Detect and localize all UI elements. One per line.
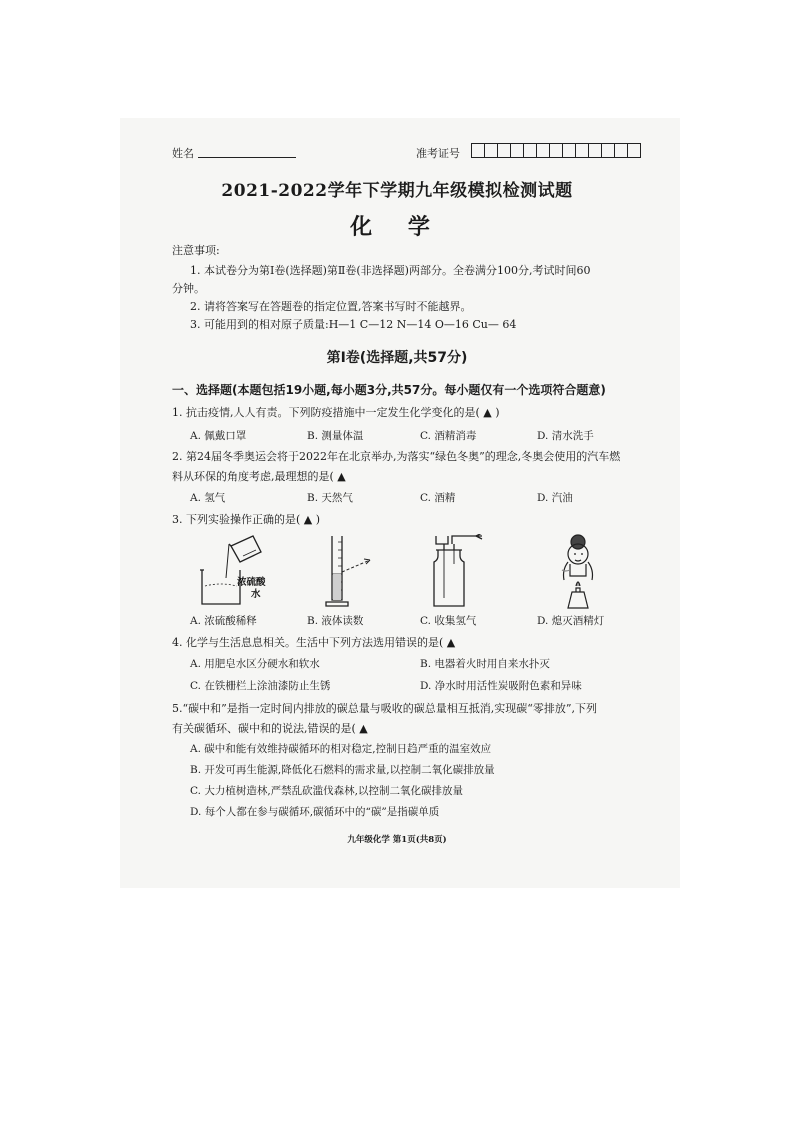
question-1-option-a: A. 佩戴口罩 xyxy=(190,430,247,442)
exam-number-box[interactable] xyxy=(471,143,485,158)
note-2: 2. 请将答案写在答题卷的指定位置,答案书写时不能越界。 xyxy=(190,300,472,313)
subject-title: 化 学 xyxy=(350,214,444,240)
exam-number-box[interactable] xyxy=(627,143,641,158)
question-5-stem: 5.“碳中和”是指一定时间内排放的碳总量与吸收的碳总量相互抵消,实现碳“零排放”,下列 xyxy=(172,702,597,715)
question-3-option-d: D. 熄灭酒精灯 xyxy=(537,615,605,627)
section-one-heading: 一、选择题(本题包括19小题,每小题3分,共57分。每小题仅有一个选项符合题意) xyxy=(172,383,606,397)
question-3-option-b: B. 液体读数 xyxy=(307,615,364,627)
page-footer: 九年级化学 第1页(共8页) xyxy=(347,835,447,845)
question-2-stem-cont: 料从环保的角度考虑,最理想的是( ▲ xyxy=(172,470,346,483)
name-label: 姓名 xyxy=(172,147,194,160)
question-1-option-c: C. 酒精消毒 xyxy=(420,430,477,442)
exam-number-box[interactable] xyxy=(575,143,589,158)
exam-number-boxes xyxy=(472,143,641,158)
label-water: 水 xyxy=(251,589,261,600)
question-1-option-d: D. 清水洗手 xyxy=(537,430,594,442)
figure-extinguish-lamp xyxy=(548,530,612,612)
question-5-option-b: B. 开发可再生能源,降低化石燃料的需求量,以控制二氧化碳排放量 xyxy=(190,764,495,776)
label-conc-acid: 浓硫酸 xyxy=(237,577,266,588)
figure-gas-collection xyxy=(430,534,490,610)
question-1-stem: 1. 抗击疫情,人人有责。下列防疫措施中一定发生化学变化的是( ▲ ) xyxy=(172,406,500,419)
note-1-cont: 分钟。 xyxy=(172,282,205,295)
figure-cylinder-reading xyxy=(318,534,390,610)
question-4-option-b: B. 电器着火时用自来水扑灭 xyxy=(420,658,550,670)
exam-number-box[interactable] xyxy=(614,143,628,158)
name-field-line xyxy=(198,157,296,158)
part-one-title: 第Ⅰ卷(选择题,共57分) xyxy=(326,350,468,366)
question-2-option-a: A. 氢气 xyxy=(190,492,226,504)
exam-number-box[interactable] xyxy=(497,143,511,158)
question-5-option-a: A. 碳中和能有效维持碳循环的相对稳定,控制日趋严重的温室效应 xyxy=(190,743,492,755)
question-5-stem-cont: 有关碳循环、碳中和的说法,错误的是( ▲ xyxy=(172,722,368,735)
question-5-option-d: D. 每个人都在参与碳循环,碳循环中的“碳”是指碳单质 xyxy=(190,806,440,818)
note-3: 3. 可能用到的相对原子质量:H—1 C—12 N—14 O—16 Cu— 64 xyxy=(190,318,517,331)
question-2-option-b: B. 天然气 xyxy=(307,492,353,504)
question-5-option-c: C. 大力植树造林,严禁乱砍滥伐森林,以控制二氧化碳排放量 xyxy=(190,785,464,797)
question-4-option-a: A. 用肥皂水区分硬水和软水 xyxy=(190,658,320,670)
note-1: 1. 本试卷分为第Ⅰ卷(选择题)第Ⅱ卷(非选择题)两部分。全卷满分100分,考试时间60 xyxy=(190,264,591,277)
question-2-option-d: D. 汽油 xyxy=(537,492,573,504)
question-2-stem: 2. 第24届冬季奥运会将于2022年在北京举办,为落实“绿色冬奥”的理念,冬奥会使用的汽车燃 xyxy=(172,450,621,463)
question-3-option-c: C. 收集氢气 xyxy=(420,615,477,627)
exam-number-box[interactable] xyxy=(588,143,602,158)
question-4-option-c: C. 在铁栅栏上涂油漆防止生锈 xyxy=(190,680,331,692)
figure-acid-dilution xyxy=(196,530,276,610)
exam-number-box[interactable] xyxy=(562,143,576,158)
exam-number-box[interactable] xyxy=(510,143,524,158)
exam-title: 2021-2022学年下学期九年级模拟检测试题 xyxy=(221,181,573,201)
exam-number-box[interactable] xyxy=(536,143,550,158)
exam-number-box[interactable] xyxy=(484,143,498,158)
question-3-stem: 3. 下列实验操作正确的是( ▲ ) xyxy=(172,513,321,526)
notes-heading: 注意事项: xyxy=(172,244,220,257)
question-4-stem: 4. 化学与生活息息相关。生活中下列方法选用错误的是( ▲ xyxy=(172,636,456,649)
question-3-option-a: A. 浓硫酸稀释 xyxy=(190,615,257,627)
exam-number-box[interactable] xyxy=(549,143,563,158)
exam-number-label: 准考证号 xyxy=(416,147,460,160)
question-4-option-d: D. 净水时用活性炭吸附色素和异味 xyxy=(420,680,582,692)
question-2-option-c: C. 酒精 xyxy=(420,492,456,504)
exam-number-box[interactable] xyxy=(601,143,615,158)
exam-number-box[interactable] xyxy=(523,143,537,158)
question-1-option-b: B. 测量体温 xyxy=(307,430,364,442)
